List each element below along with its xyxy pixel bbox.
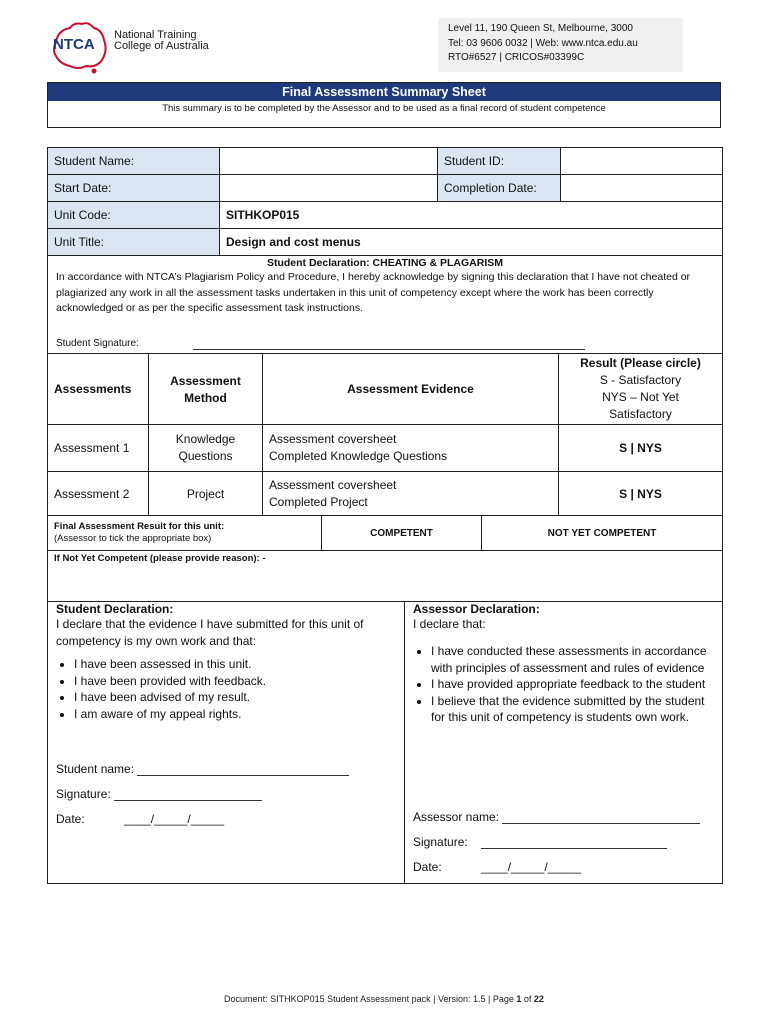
- result-header-line2: S - Satisfactory: [599, 373, 682, 387]
- college-name-line1: National Training: [114, 29, 197, 41]
- assessment-1-evidence-item[interactable]: Assessment coversheet: [269, 432, 397, 446]
- student-declaration-heading: Student Declaration:: [56, 602, 174, 616]
- student-declaration: [48, 602, 405, 883]
- student-name-field[interactable]: [220, 148, 438, 174]
- address: Level 11, 190 Queen St, Melbourne, 3000: [448, 23, 633, 34]
- list-item: • I have been advised of my result.: [74, 689, 396, 706]
- assessor-date-label: Date:: [413, 860, 442, 874]
- start-date-label: Start Date:: [48, 175, 220, 201]
- assessment-1-method: [149, 425, 263, 471]
- student-id-label: Student ID:: [438, 148, 561, 174]
- footer-total: 22: [533, 994, 544, 1004]
- unit-title-value: Design and cost menus: [226, 235, 361, 249]
- student-date-blank: ____/_____/_____: [124, 812, 225, 826]
- assessment-1-method-line2: Questions: [178, 449, 233, 463]
- nyc-reason-row[interactable]: [48, 551, 722, 602]
- final-result-sublabel: (Assessor to tick the appropriate box): [54, 533, 212, 544]
- final-result-row: [48, 516, 722, 551]
- assessor-name-label: Assessor name:: [413, 810, 500, 824]
- college-name: [114, 30, 209, 52]
- list-item: • I have been assessed in this unit.: [74, 656, 396, 673]
- assessment-form: [47, 147, 723, 884]
- student-name-label: Student Name:: [48, 148, 220, 174]
- declarations-row: [48, 602, 722, 883]
- page-footer: [0, 994, 768, 1004]
- assessor-declaration: [405, 602, 722, 883]
- nyc-reason-label: If Not Yet Competent (please provide reason): -: [54, 553, 266, 564]
- assessment-1-result[interactable]: S | NYS: [619, 441, 662, 455]
- unit-code-row: [48, 202, 722, 229]
- contact-details: Tel: 03 9606 0032 | Web: www.ntca.edu.au: [448, 37, 638, 49]
- evidence-header: Assessment Evidence: [263, 354, 559, 424]
- footer-document: Document: SITHKOP015 Student Assessment pack | Version: 1.5 | Page: [224, 994, 517, 1004]
- assessment-1-name: Assessment 1: [48, 425, 149, 471]
- not-yet-competent-option[interactable]: [482, 516, 722, 550]
- assessor-date-blank: ____/_____/_____: [481, 860, 582, 874]
- assessments-header-row: [48, 354, 722, 425]
- not-yet-competent-label: NOT YET COMPETENT: [547, 527, 657, 539]
- ntca-logo: [48, 20, 218, 76]
- page-title: Final Assessment Summary Sheet: [48, 83, 720, 101]
- student-signature-line[interactable]: [193, 349, 585, 350]
- list-item: • I believe that the evidence submitted by the student for this unit of competency is students own work.: [431, 693, 714, 726]
- assessment-2-result[interactable]: S | NYS: [619, 486, 662, 501]
- assessment-row-1: [48, 425, 722, 472]
- dates-row: [48, 175, 722, 202]
- underline: [114, 789, 262, 801]
- underline: [137, 764, 349, 776]
- title-box: [47, 82, 721, 128]
- assessment-row-2: [48, 472, 722, 516]
- logo-text: NTCA: [53, 36, 95, 53]
- plagiarism-declaration: [48, 256, 722, 354]
- final-result-label: Final Assessment Result for this unit:: [54, 521, 225, 532]
- result-header: [559, 354, 722, 424]
- list-item: • I have provided appropriate feedback to the student: [431, 676, 714, 693]
- registration: RTO#6527 | CRICOS#03399C: [448, 52, 585, 63]
- page-subtitle: This summary is to be completed by the Assessor and to be used as a final record of student competence: [162, 103, 606, 114]
- assessment-2-method: Project: [149, 472, 263, 515]
- competent-label: COMPETENT: [370, 527, 433, 539]
- unit-title-label: Unit Title:: [48, 229, 220, 255]
- unit-title-row: [48, 229, 722, 256]
- competent-option[interactable]: [322, 516, 482, 550]
- assessor-declaration-list: [413, 643, 714, 726]
- assessment-1-evidence: [263, 425, 559, 471]
- assessor-signature-line[interactable]: [413, 835, 667, 849]
- college-name-line2: College of Australia: [114, 40, 209, 52]
- list-item: • I have been provided with feedback.: [74, 673, 396, 690]
- unit-code-value: SITHKOP015: [226, 208, 300, 222]
- underline: [502, 812, 700, 824]
- student-declaration-intro: I declare that the evidence I have submitted for this unit of competency is my own work and that:: [56, 617, 364, 648]
- student-signature-line[interactable]: [56, 787, 262, 801]
- assessment-1-evidence-item[interactable]: Completed Knowledge Questions: [269, 449, 448, 463]
- student-id-field[interactable]: [561, 148, 722, 174]
- method-header-line1: Assessment: [170, 373, 241, 388]
- student-name-line[interactable]: [56, 762, 349, 776]
- completion-date-field[interactable]: [561, 175, 722, 201]
- australia-map-logo-icon: [48, 20, 110, 76]
- plagiarism-text: In accordance with NTCA’s Plagiarism Policy and Procedure, I hereby acknowledge by signing this declaration that I have not cheated or plagiarized any work in all the assessment tasks undertaken in this unit of competency except where the work has been correctly acknowledged or as per the specific assessment task instructions.: [56, 271, 691, 314]
- assessment-2-evidence-item[interactable]: Completed Project: [269, 494, 368, 509]
- result-header-line4: Satisfactory: [609, 407, 672, 421]
- list-item: • I have conducted these assessments in accordance with principles of assessment and rules of evidence: [431, 643, 714, 676]
- assessment-2-evidence-item[interactable]: Assessment coversheet: [269, 477, 397, 492]
- assessments-header: Assessments: [48, 354, 149, 424]
- result-header-line3: NYS – Not Yet: [602, 390, 679, 404]
- list-item: • I am aware of my appeal rights.: [74, 706, 396, 723]
- student-name-row: [48, 148, 722, 175]
- plagiarism-heading: Student Declaration: CHEATING & PLAGARISM: [266, 257, 504, 269]
- student-declaration-list: [56, 656, 396, 722]
- assessor-declaration-heading: Assessor Declaration:: [413, 602, 540, 616]
- assessor-signature-label: Signature:: [413, 835, 468, 849]
- unit-code-label: Unit Code:: [48, 202, 220, 228]
- contact-box: [438, 18, 683, 72]
- assessment-2-name: Assessment 2: [48, 472, 149, 515]
- assessor-declaration-intro: I declare that:: [413, 617, 486, 631]
- student-signature-label: Student Signature:: [56, 338, 139, 349]
- assessment-1-method-line1: Knowledge: [175, 432, 236, 446]
- footer-of: of: [521, 994, 534, 1004]
- student-date-line[interactable]: [56, 812, 224, 826]
- assessor-name-line[interactable]: [413, 810, 700, 824]
- footer-page: 1: [516, 994, 522, 1004]
- assessment-2-evidence: [263, 472, 559, 515]
- result-header-line1: Result (Please circle): [580, 356, 701, 370]
- completion-date-label: Completion Date:: [438, 175, 561, 201]
- underline: [481, 837, 667, 849]
- start-date-field[interactable]: [220, 175, 438, 201]
- student-signature-signoff-label: Signature:: [56, 787, 111, 801]
- method-header-line2: Method: [184, 390, 227, 405]
- student-name-signoff-label: Student name:: [56, 762, 135, 776]
- method-header: [149, 354, 263, 424]
- final-result-label-cell: [48, 516, 322, 550]
- assessor-date-line[interactable]: [413, 860, 581, 874]
- student-date-label: Date:: [56, 812, 85, 826]
